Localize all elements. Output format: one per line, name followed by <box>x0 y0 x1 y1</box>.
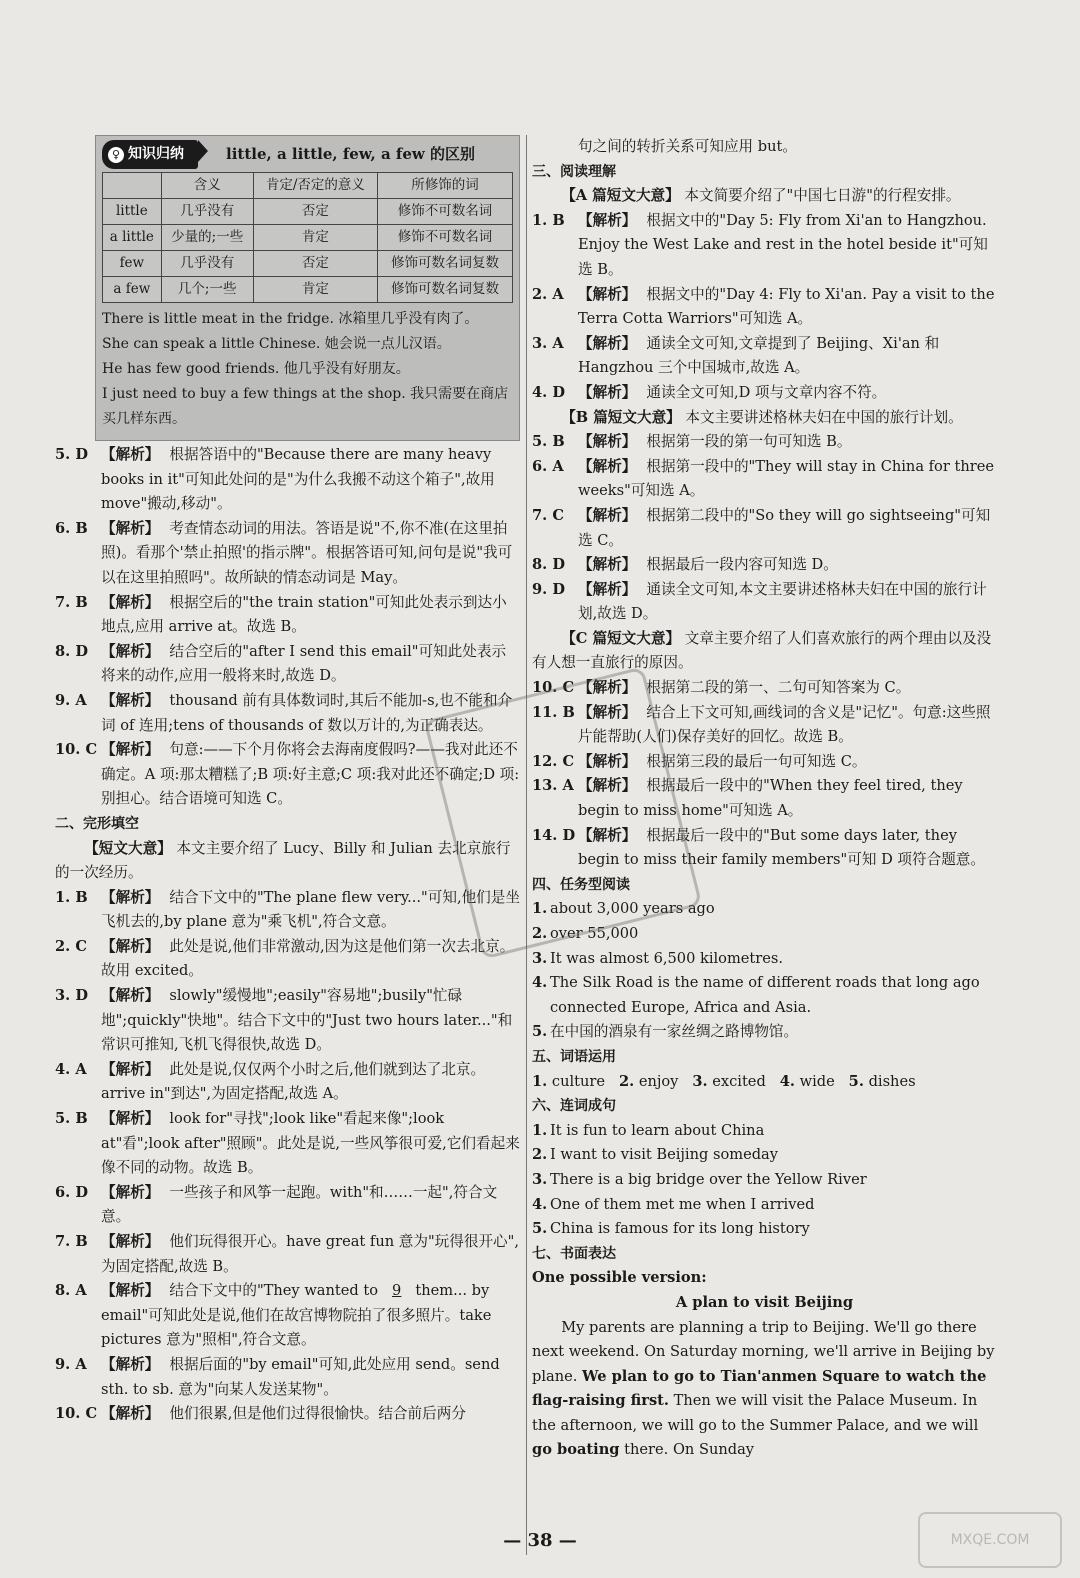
analysis-label: 【解析】 <box>101 691 160 709</box>
table-cell: 几个;一些 <box>161 277 253 303</box>
section-title: 七、书面表达 <box>532 1245 616 1262</box>
answer-item <box>532 332 997 381</box>
analysis-label: 【解析】 <box>101 642 160 660</box>
answer-number: 7. B <box>55 593 88 611</box>
answer-number: 5. D <box>55 446 88 463</box>
analysis-label: 【解析】 <box>101 593 160 611</box>
analysis-label: 【解析】 <box>578 679 637 697</box>
comparison-table <box>102 172 513 303</box>
answer-text: 根据空后的"the train station"可知此处表示到达小地点,应用 arrive at。故选 B。 <box>101 593 507 636</box>
answer-number: 2. C <box>55 937 87 955</box>
answer-number: 2. A <box>532 285 564 303</box>
summary-text: 本文主要介绍了 Lucy、Billy 和 Julian 去北京旅行的一次经历。 <box>55 839 511 882</box>
analysis-label: 【解析】 <box>578 752 637 770</box>
summary-text: 文章主要介绍了人们喜欢旅行的两个理由以及没有人想一直旅行的原因。 <box>532 629 992 672</box>
answer-text: 根据第二段的第一、二句可知答案为 C。 <box>646 679 911 697</box>
summary-label: 【B 篇短文大意】 <box>561 408 681 426</box>
answer-item <box>532 1143 997 1168</box>
summary-label: 【短文大意】 <box>84 839 172 857</box>
answer-text: 此处是说,他们非常激动,因为这是他们第一次去北京。故用 excited。 <box>101 937 515 980</box>
answer-number: 5. <box>532 1220 548 1238</box>
answer-number: 3. D <box>55 987 88 1005</box>
answer-text: 结合下文中的"The plane flew very..."可知,他们是坐飞机去的,by plane 意为"乘飞机",符合文意。 <box>101 888 520 931</box>
answer-text: I want to visit Beijing someday <box>550 1146 778 1164</box>
answer-number: 10. C <box>55 1405 98 1423</box>
table-cell: 否定 <box>253 251 377 277</box>
example-sentence: I just need to buy a few things at the shop. 我只需要在商店买几样东西。 <box>102 386 509 427</box>
answer-number: 1. <box>532 1072 548 1090</box>
answer-item <box>532 430 997 455</box>
answer-item <box>532 455 997 504</box>
answer-number: 14. D <box>532 826 576 844</box>
table-cell: 否定 <box>253 199 377 225</box>
answer-item <box>55 640 520 689</box>
summary-label: 【C 篇短文大意】 <box>561 629 681 647</box>
answer-text: dishes <box>868 1072 916 1090</box>
answer-text: 根据最后一段中的"But some days later, they begin to miss their family members"可知 D 项符合题意。 <box>578 826 985 869</box>
answer-text: The Silk Road is the name of different roads that long ago connected Europe, Africa and Asia. <box>550 974 980 1016</box>
table-header: 含义 <box>161 173 253 199</box>
analysis-label: 【解析】 <box>578 556 637 574</box>
answer-text-pre: 结合下文中的"They wanted to <box>169 1282 379 1300</box>
analysis-label: 【解析】 <box>578 703 637 721</box>
answer-item <box>55 1279 520 1353</box>
answer-text: 结合空后的"after I send this email"可知此处表示将来的动作,应用一般将来时,故选 D。 <box>101 642 507 685</box>
answer-number: 4. D <box>532 383 565 401</box>
answer-number: 8. D <box>532 556 565 574</box>
analysis-label: 【解析】 <box>578 334 637 352</box>
essay-paragraph <box>532 1316 997 1464</box>
analysis-label: 【解析】 <box>101 937 160 955</box>
essay-text: there. On Sunday <box>619 1441 755 1459</box>
summary-label: 【A 篇短文大意】 <box>561 187 680 205</box>
answer-text: culture <box>551 1072 606 1090</box>
answer-number: 8. A <box>55 1282 87 1300</box>
analysis-label: 【解析】 <box>101 446 160 463</box>
essay-title: A plan to visit Beijing <box>675 1293 854 1311</box>
answer-item <box>532 578 997 627</box>
answer-item <box>532 1217 997 1242</box>
answer-number: 1. <box>532 1121 548 1139</box>
answer-number: 6. A <box>532 457 564 475</box>
answer-text: about 3,000 years ago <box>550 900 715 918</box>
analysis-label: 【解析】 <box>578 506 637 524</box>
answer-item <box>55 1107 520 1181</box>
knowledge-box-title: little, a little, few, a few 的区别 <box>226 144 476 163</box>
analysis-label: 【解析】 <box>101 987 160 1005</box>
knowledge-tag-label: 知识归纳 <box>128 145 184 162</box>
answer-item <box>55 1353 520 1402</box>
essay-text-bold: go boating <box>532 1441 620 1459</box>
section-title: 三、阅读理解 <box>532 163 616 180</box>
answer-text: enjoy <box>638 1072 679 1090</box>
answer-item <box>532 1020 997 1045</box>
answer-number: 3. <box>532 1170 548 1188</box>
essay-body <box>532 1316 997 1464</box>
answer-text: 根据第一段中的"They will stay in China for three weeks"可知选 A。 <box>578 457 994 500</box>
table-header: 所修饰的词 <box>378 173 513 199</box>
section-summary <box>532 627 997 676</box>
table-cell: 修饰不可数名词 <box>378 225 513 251</box>
answer-number: 4. <box>532 974 548 992</box>
answer-text: It was almost 6,500 kilometres. <box>550 949 784 967</box>
analysis-label: 【解析】 <box>101 1282 160 1300</box>
answer-number: 10. C <box>55 741 98 759</box>
answer-number: 4. <box>779 1072 795 1090</box>
table-cell: 肯定 <box>253 225 377 251</box>
essay-text: Then we will visit the Palace Museum. In the afternoon, we will go to the Summer Palace, and we will <box>532 1392 979 1434</box>
analysis-label: 【解析】 <box>101 741 160 759</box>
answer-text: 根据文中的"Day 4: Fly to Xi'an. Pay a visit to the Terra Cotta Warriors"可知选 A。 <box>578 285 995 328</box>
answer-text: 根据第三段的最后一句可知选 C。 <box>646 752 867 770</box>
version-label: One possible version: <box>532 1269 707 1287</box>
answer-text: One of them met me when I arrived <box>550 1195 815 1213</box>
analysis-label: 【解析】 <box>101 1355 160 1373</box>
section-title: 四、任务型阅读 <box>532 876 630 893</box>
answer-text: 此处是说,仅仅两个小时之后,他们就到达了北京。arrive in"到达",为固定搭配,故选 A。 <box>101 1060 486 1103</box>
answer-item <box>55 1181 520 1230</box>
analysis-label: 【解析】 <box>578 383 637 401</box>
answer-text: 根据第二段中的"So they will go sightseeing"可知选 C。 <box>578 506 991 549</box>
answer-text: look for"寻找";look like"看起来像";look at"看";look after"照顾"。此处是说,一些风筝很可爱,它们看起来像不同的动物。故选 B。 <box>101 1110 520 1177</box>
answer-text: thousand 前有具体数词时,其后不能加-s,也不能和介词 of 连用;tens of thousands of 数以万计的,为正确表达。 <box>101 691 513 734</box>
answer-number: 1. B <box>55 888 88 906</box>
answer-item <box>55 1402 520 1427</box>
answer-number: 11. B <box>532 703 575 721</box>
example-sentence: There is little meat in the fridge. 冰箱里几乎没有肉了。 <box>102 311 479 327</box>
answer-number: 7. C <box>532 506 564 524</box>
answer-text: 句意:——下个月你将会去海南度假吗?——我对此还不确定。A 项:那太糟糕了;B 项:好主意;C 项:我对此还不确定;D 项:别担心。结合语境可知选 C。 <box>101 741 520 808</box>
analysis-label: 【解析】 <box>578 211 637 229</box>
analysis-label: 【解析】 <box>101 1233 160 1250</box>
answer-text: 通读全文可知,本文主要讲述格林夫妇在中国的旅行计划,故选 D。 <box>578 580 987 623</box>
table-cell: 几乎没有 <box>161 251 253 277</box>
knowledge-tag <box>102 140 198 169</box>
answer-text: 根据后面的"by email"可知,此处应用 send。send sth. to sb. 意为"向某人发送某物"。 <box>101 1355 500 1398</box>
answer-number: 7. B <box>55 1233 88 1250</box>
answer-number: 4. A <box>55 1060 87 1078</box>
answer-number: 5. <box>532 1023 548 1041</box>
answer-number: 5. <box>848 1072 864 1090</box>
analysis-label: 【解析】 <box>578 826 637 844</box>
table-header-row <box>103 173 513 199</box>
answer-number: 1. <box>532 900 548 918</box>
answer-item <box>532 283 997 332</box>
answer-text: 他们玩得很开心。have great fun 意为"玩得很开心",为固定搭配,故选 B。 <box>101 1233 519 1275</box>
table-header <box>103 173 162 199</box>
answer-number: 5. B <box>55 1110 88 1128</box>
table-cell: 肯定 <box>253 277 377 303</box>
answer-number: 4. <box>532 1195 548 1213</box>
analysis-label: 【解析】 <box>101 888 160 906</box>
continued-text: 句之间的转折关系可知应用 but。 <box>578 138 797 155</box>
answer-text: There is a big bridge over the Yellow River <box>550 1170 867 1188</box>
analysis-label: 【解析】 <box>578 457 637 475</box>
answer-number: 13. A <box>532 777 574 795</box>
section-summary <box>55 837 520 886</box>
example-sentence: She can speak a little Chinese. 她会说一点儿汉语。 <box>102 336 451 352</box>
answer-item <box>532 947 997 972</box>
table-cell: little <box>103 199 162 225</box>
table-header: 肯定/否定的意义 <box>253 173 377 199</box>
essay-text: My parents are planning a trip to Beijing. We'll go there next weekend. On Saturday morning, we'll arrive in Beijing by plane. <box>532 1318 995 1385</box>
answer-number: 9. D <box>532 580 565 598</box>
answer-item <box>532 381 997 406</box>
table-row <box>103 251 513 277</box>
answer-text: China is famous for its long history <box>550 1220 810 1238</box>
page-number: — 38 — <box>503 1530 577 1551</box>
answer-number: 5. B <box>532 433 565 451</box>
answer-item <box>55 591 520 640</box>
answer-text: 根据答语中的"Because there are many heavy books in it"可知此处问的是"为什么我搬不动这个箱子",故用 move"搬动,移动"。 <box>101 446 495 513</box>
answer-number: 8. D <box>55 642 88 660</box>
answer-text: slowly"缓慢地";easily"容易地";busily"忙碌地";quickly"快地"。结合下文中的"Just two hours later..."和常识可推知,飞机飞得很快,故选 D。 <box>101 987 513 1054</box>
answer-text: over 55,000 <box>550 925 639 942</box>
answer-text: 在中国的酒泉有一家丝绸之路博物馆。 <box>550 1023 799 1041</box>
answer-text: 他们很累,但是他们过得很愉快。结合前后两分 <box>169 1405 466 1423</box>
summary-text: 本文简要介绍了"中国七日游"的行程安排。 <box>684 187 961 205</box>
answer-number: 6. B <box>55 519 88 537</box>
section-title: 五、词语运用 <box>532 1048 616 1065</box>
table-row <box>103 277 513 303</box>
answer-text: excited <box>712 1072 766 1090</box>
knowledge-box-header <box>102 140 513 168</box>
answer-item <box>532 553 997 578</box>
section-title: 六、连词成句 <box>532 1098 616 1115</box>
table-row <box>103 225 513 251</box>
answer-number: 10. C <box>532 679 575 697</box>
answer-text: 通读全文可知,文章提到了 Beijing、Xi'an 和 Hangzhou 三个中国城市,故选 A。 <box>578 334 940 377</box>
essay-text-bold: We plan to go to Tian'anmen Square to watch the flag-raising first. <box>532 1367 987 1410</box>
answer-item <box>55 443 520 517</box>
table-cell: 少量的;一些 <box>161 225 253 251</box>
analysis-label: 【解析】 <box>101 519 160 537</box>
answer-item <box>532 971 997 1020</box>
table-cell: few <box>103 251 162 277</box>
analysis-label: 【解析】 <box>578 285 637 303</box>
answer-item <box>55 1058 520 1107</box>
answer-text: It is fun to learn about China <box>550 1121 765 1139</box>
answer-text: them... by email"可知此处是说,他们在故宫博物院拍了很多照片。take pictures 意为"照相",符合文意。 <box>101 1282 492 1349</box>
analysis-label: 【解析】 <box>101 1110 160 1128</box>
analysis-label: 【解析】 <box>101 1060 160 1078</box>
answer-text: 根据最后一段中的"When they feel tired, they begin to miss home"可知选 A。 <box>578 777 963 820</box>
answer-item <box>532 1119 997 1144</box>
analysis-label: 【解析】 <box>578 777 637 795</box>
site-watermark: MXQE.COM <box>918 1512 1062 1568</box>
answer-number: 3. A <box>532 334 564 352</box>
answer-number: 9. A <box>55 691 87 709</box>
answer-number: 1. B <box>532 211 565 229</box>
table-cell: a little <box>103 225 162 251</box>
answer-number: 2. <box>532 925 548 942</box>
analysis-label: 【解析】 <box>101 1405 160 1423</box>
answer-number: 12. C <box>532 752 575 770</box>
answer-text: 考查情态动词的用法。答语是说"不,你不准(在这里拍照)。看那个'禁止拍照'的指示牌"。根据答语可知,问句是说"我可以在这里拍照吗"。故所缺的情态动词是 May。 <box>101 519 513 586</box>
section-summary <box>532 406 997 431</box>
answer-text: 根据第一段的第一句可知选 B。 <box>646 433 852 451</box>
answer-item <box>532 1168 997 1193</box>
section-title: 二、完形填空 <box>55 815 139 832</box>
summary-text: 本文主要讲述格林夫妇在中国的旅行计划。 <box>685 408 963 426</box>
table-cell: 修饰可数名词复数 <box>378 251 513 277</box>
answer-number: 3. <box>692 1072 708 1090</box>
answer-text: 根据最后一段内容可知选 D。 <box>646 556 838 574</box>
answer-item <box>532 504 997 553</box>
answer-number: 2. <box>618 1072 635 1090</box>
section-summary <box>532 184 997 209</box>
analysis-label: 【解析】 <box>101 1183 160 1201</box>
answer-text: 一些孩子和风筝一起跑。with"和……一起",符合文意。 <box>101 1183 498 1226</box>
analysis-label: 【解析】 <box>578 580 637 598</box>
table-row <box>103 199 513 225</box>
table-cell: a few <box>103 277 162 303</box>
word-answers <box>532 1070 997 1095</box>
answer-text: 结合上下文可知,画线词的含义是"记忆"。句意:这些照片能帮助(人们)保存美好的回忆。故选 B。 <box>578 703 991 746</box>
answer-item <box>55 1230 520 1279</box>
answer-item <box>532 1193 997 1218</box>
answer-number: 3. <box>532 949 548 967</box>
answer-text: wide <box>799 1072 835 1090</box>
table-cell: 修饰不可数名词 <box>378 199 513 225</box>
knowledge-box <box>95 135 520 441</box>
example-sentence: He has few good friends. 他几乎没有好朋友。 <box>102 361 410 377</box>
answer-item <box>55 935 520 984</box>
table-cell: 几乎没有 <box>161 199 253 225</box>
answer-item <box>55 517 520 591</box>
table-cell: 修饰可数名词复数 <box>378 277 513 303</box>
answer-item <box>55 984 520 1058</box>
answer-item <box>55 886 520 935</box>
answer-number: 6. D <box>55 1183 88 1201</box>
answer-text: 根据文中的"Day 5: Fly from Xi'an to Hangzhou. Enjoy the West Lake and rest in the hotel beside it"可知选 B。 <box>578 211 988 278</box>
analysis-label: 【解析】 <box>578 433 637 451</box>
answer-number: 9. A <box>55 1355 87 1373</box>
lightbulb-icon: ♀ <box>108 147 124 163</box>
answer-number: 2. <box>532 1146 548 1164</box>
answer-text: 通读全文可知,D 项与文章内容不符。 <box>646 383 887 401</box>
blank-number: 9 <box>392 1282 402 1300</box>
answer-item <box>532 209 997 283</box>
